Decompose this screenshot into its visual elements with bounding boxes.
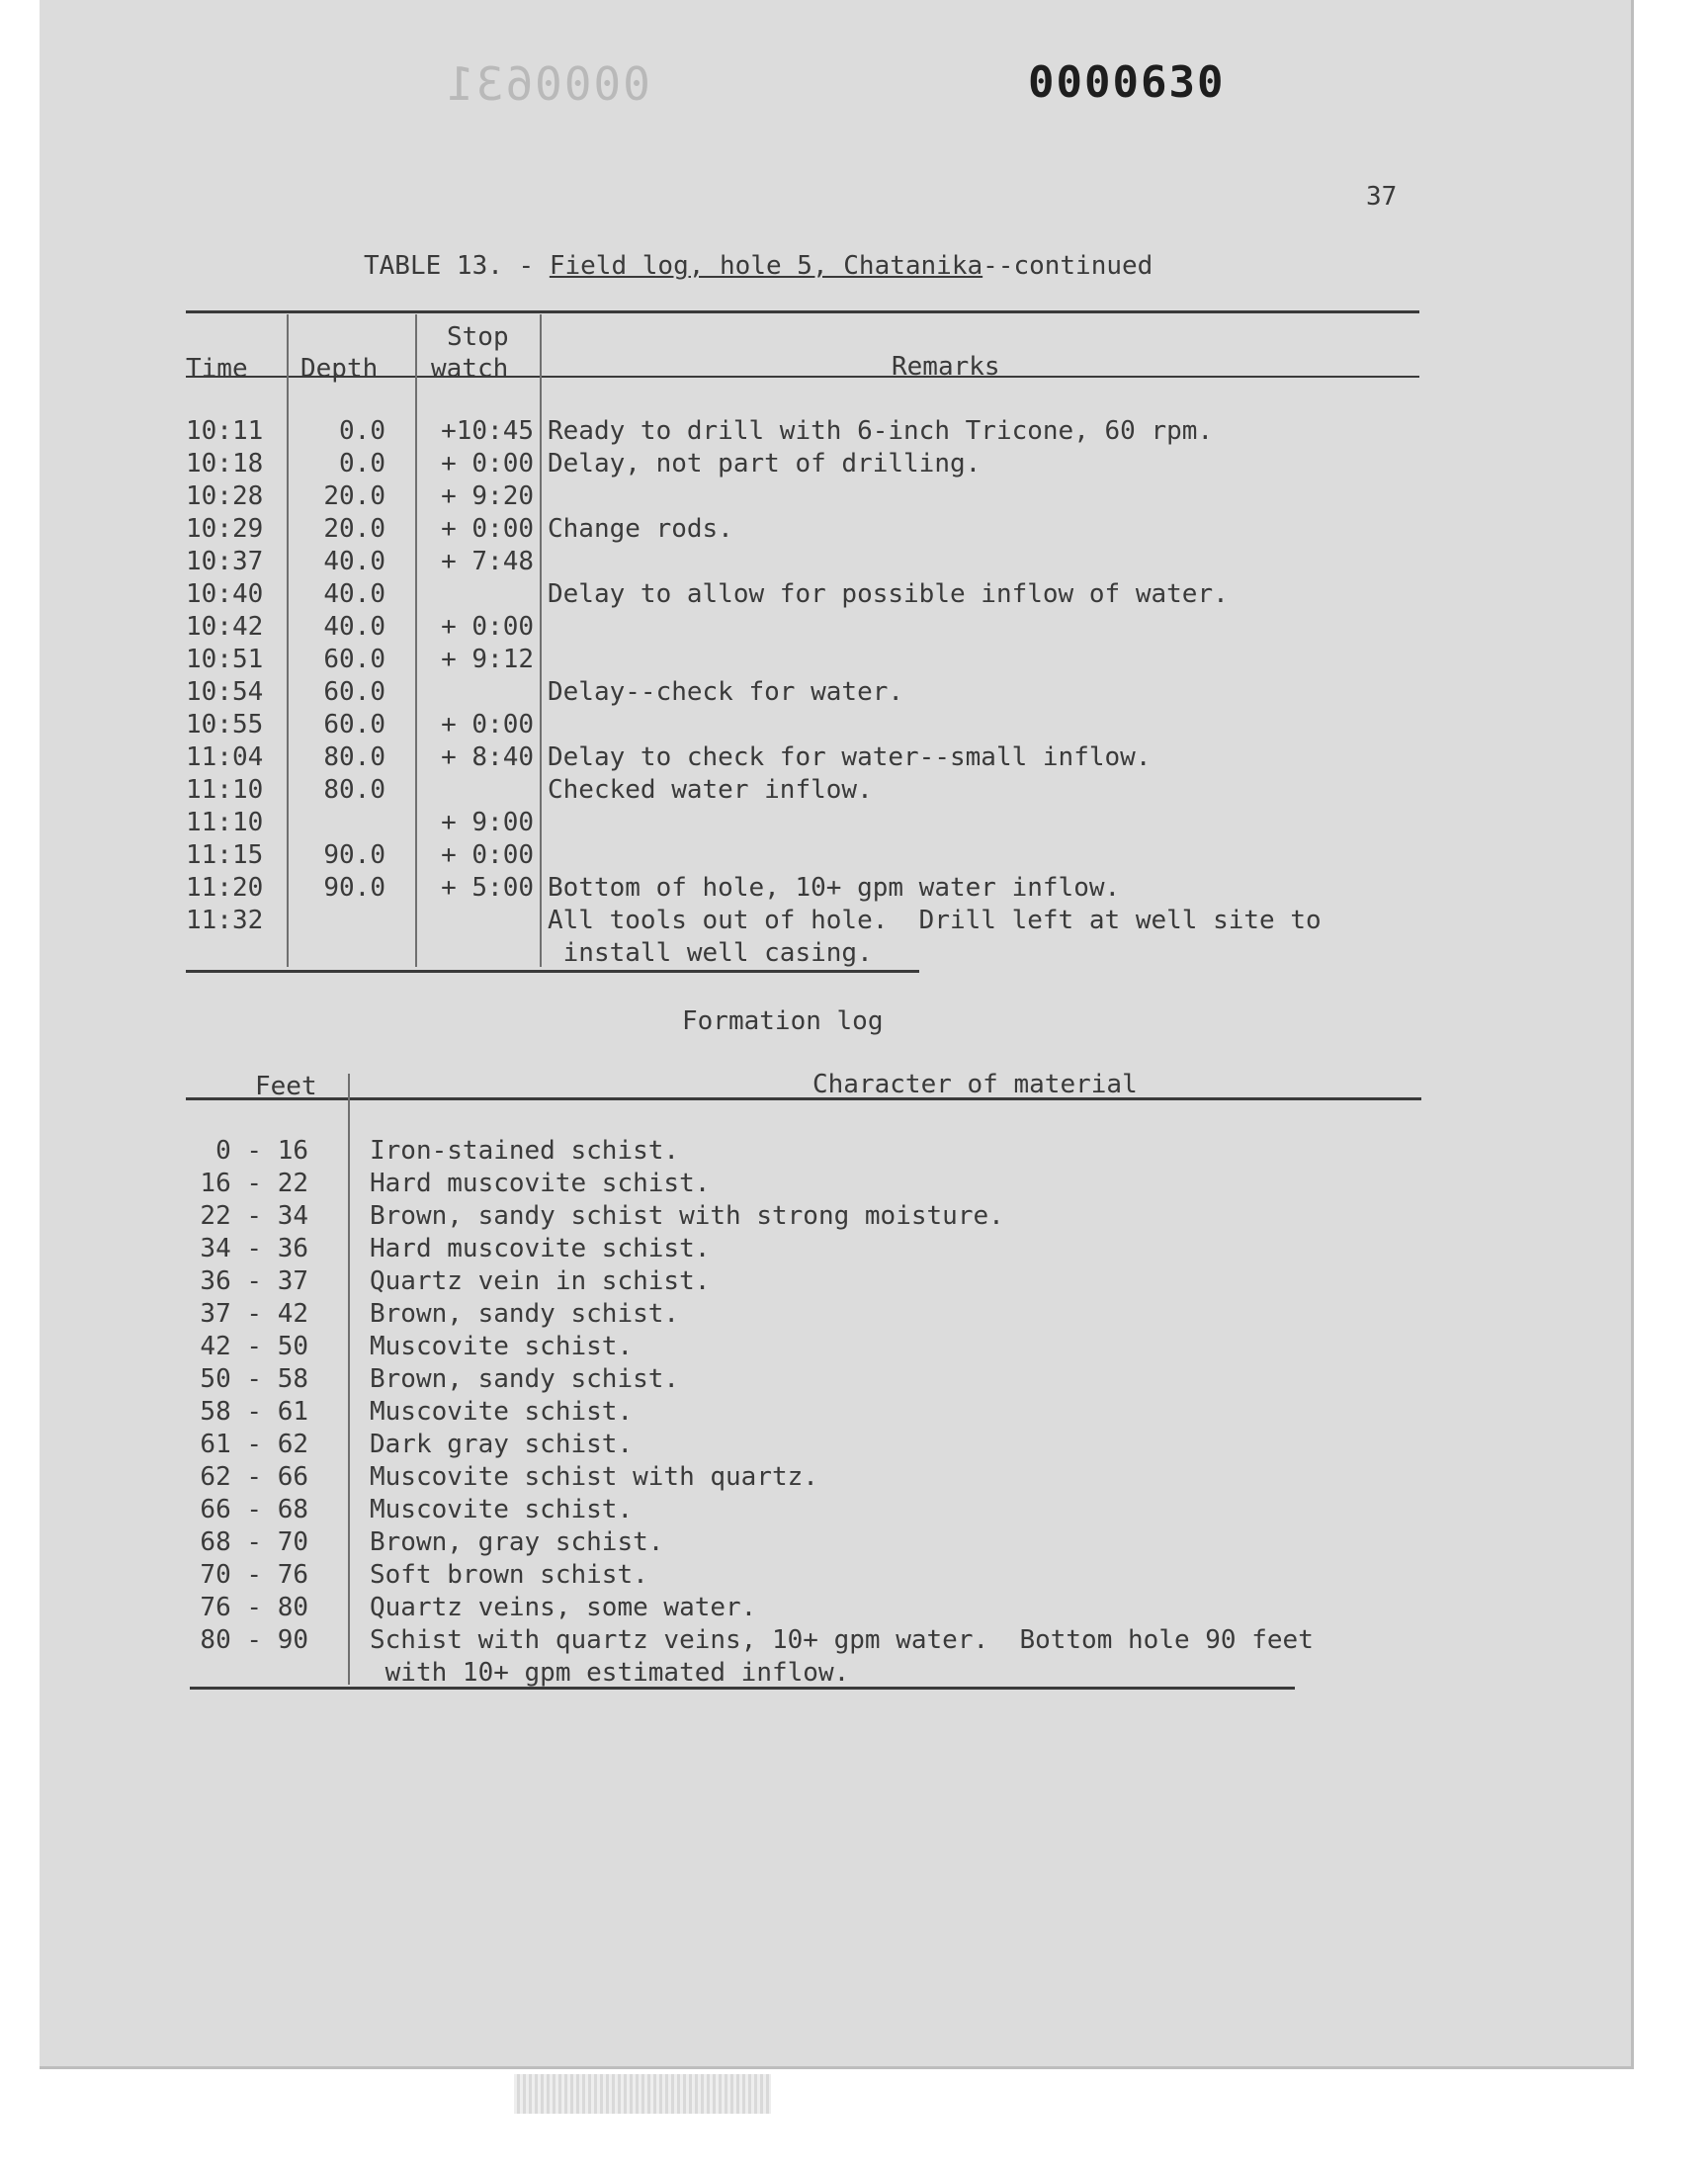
cell-character: Brown, sandy schist. xyxy=(370,1299,680,1329)
cell-remarks: Ready to drill with 6-inch Tricone, 60 rpm. xyxy=(548,416,1214,446)
cell-character: Hard muscovite schist. xyxy=(370,1234,711,1263)
header-character: Character of material xyxy=(812,1070,1138,1099)
cell-character: Quartz veins, some water. xyxy=(370,1593,757,1622)
cell-depth: 80.0 xyxy=(323,742,385,772)
formation-log-title: Formation log xyxy=(682,1006,884,1036)
cell-character: Dark gray schist. xyxy=(370,1430,634,1459)
cell-stopwatch: + 0:00 xyxy=(441,840,534,870)
cell-depth: 20.0 xyxy=(323,514,385,544)
cell-time: 11:04 xyxy=(186,742,264,772)
cell-stopwatch: + 9:20 xyxy=(441,481,534,511)
formation-header-rule xyxy=(186,1097,1421,1100)
title-prefix: TABLE 13. - xyxy=(364,251,550,281)
cell-remarks: Delay to check for water--small inflow. xyxy=(548,742,1152,772)
document-number-stamp: 0000630 xyxy=(1028,57,1226,108)
cell-stopwatch: +10:45 xyxy=(441,416,534,446)
cell-remarks: Delay, not part of drilling. xyxy=(548,449,982,478)
cell-character: Muscovite schist with quartz. xyxy=(370,1462,818,1492)
cell-stopwatch: + 9:12 xyxy=(441,645,534,674)
cell-time: 10:18 xyxy=(186,449,264,478)
cell-time: 10:28 xyxy=(186,481,264,511)
cell-remarks: All tools out of hole. Drill left at well site to xyxy=(548,906,1322,935)
cell-time: 10:37 xyxy=(186,547,264,576)
column-divider xyxy=(348,1074,350,1685)
cell-character: Muscovite schist. xyxy=(370,1332,634,1361)
cell-time: 10:51 xyxy=(186,645,264,674)
cell-feet: 50 - 58 xyxy=(200,1364,308,1394)
bleed-through-stamp: 0000631 xyxy=(445,57,650,111)
cell-depth: 40.0 xyxy=(323,579,385,609)
cell-feet: 58 - 61 xyxy=(200,1397,308,1427)
column-divider xyxy=(540,314,542,967)
cell-time: 11:32 xyxy=(186,906,264,935)
cell-time: 10:42 xyxy=(186,612,264,642)
cell-depth: 60.0 xyxy=(323,677,385,707)
cell-character: Soft brown schist. xyxy=(370,1560,648,1590)
cell-depth: 40.0 xyxy=(323,547,385,576)
title-underlined: Field log, hole 5, Chatanika xyxy=(549,251,983,281)
cell-remarks: Bottom of hole, 10+ gpm water inflow. xyxy=(548,873,1121,903)
cell-remarks: Checked water inflow. xyxy=(548,775,873,805)
cell-character: Hard muscovite schist. xyxy=(370,1169,711,1198)
cell-remarks: Change rods. xyxy=(548,514,733,544)
title-suffix: --continued xyxy=(982,251,1153,281)
table-bottom-rule xyxy=(186,970,919,973)
cell-stopwatch: + 0:00 xyxy=(441,514,534,544)
cell-stopwatch: + 7:48 xyxy=(441,547,534,576)
cell-depth: 90.0 xyxy=(323,873,385,903)
cell-feet: 16 - 22 xyxy=(200,1169,308,1198)
header-remarks: Remarks xyxy=(892,352,1000,382)
table-top-rule xyxy=(186,310,1419,313)
cell-feet: 34 - 36 xyxy=(200,1234,308,1263)
cell-feet: 42 - 50 xyxy=(200,1332,308,1361)
cell-depth: 60.0 xyxy=(323,710,385,740)
cell-character: Quartz vein in schist. xyxy=(370,1266,711,1296)
cell-character: Brown, gray schist. xyxy=(370,1527,664,1557)
cell-stopwatch: + 0:00 xyxy=(441,449,534,478)
cell-character: with 10+ gpm estimated inflow. xyxy=(370,1658,850,1688)
header-stop-line2: watch xyxy=(431,354,509,384)
header-feet: Feet xyxy=(255,1072,317,1101)
cell-depth: 20.0 xyxy=(323,481,385,511)
cell-feet: 80 - 90 xyxy=(200,1625,308,1655)
cell-feet: 22 - 34 xyxy=(200,1201,308,1231)
cell-time: 11:10 xyxy=(186,775,264,805)
cell-stopwatch: + 8:40 xyxy=(441,742,534,772)
cell-depth: 90.0 xyxy=(323,840,385,870)
cell-stopwatch: + 0:00 xyxy=(441,612,534,642)
cell-time: 10:29 xyxy=(186,514,264,544)
cell-time: 10:40 xyxy=(186,579,264,609)
cell-depth: 40.0 xyxy=(323,612,385,642)
cell-depth: 60.0 xyxy=(323,645,385,674)
cell-character: Brown, sandy schist with strong moisture. xyxy=(370,1201,1004,1231)
cell-feet: 61 - 62 xyxy=(200,1430,308,1459)
header-stop-line1: Stop xyxy=(447,322,509,352)
cell-depth: 80.0 xyxy=(323,775,385,805)
cell-feet: 37 - 42 xyxy=(200,1299,308,1329)
cell-stopwatch: + 5:00 xyxy=(441,873,534,903)
cell-character: Iron-stained schist. xyxy=(370,1136,680,1166)
cell-stopwatch: + 9:00 xyxy=(441,808,534,837)
scanner-artifact xyxy=(514,2074,771,2114)
cell-feet: 0 - 16 xyxy=(215,1136,308,1166)
cell-feet: 66 - 68 xyxy=(200,1495,308,1524)
cell-time: 11:20 xyxy=(186,873,264,903)
cell-stopwatch: + 0:00 xyxy=(441,710,534,740)
cell-time: 10:55 xyxy=(186,710,264,740)
cell-feet: 76 - 80 xyxy=(200,1593,308,1622)
cell-feet: 62 - 66 xyxy=(200,1462,308,1492)
cell-feet: 68 - 70 xyxy=(200,1527,308,1557)
cell-time: 11:15 xyxy=(186,840,264,870)
cell-character: Muscovite schist. xyxy=(370,1495,634,1524)
page-number: 37 xyxy=(1366,182,1398,212)
cell-character: Schist with quartz veins, 10+ gpm water. Bottom hole 90 feet xyxy=(370,1625,1314,1655)
cell-depth: 0.0 xyxy=(339,449,385,478)
header-depth: Depth xyxy=(300,354,379,384)
cell-remarks: install well casing. xyxy=(548,938,873,968)
cell-character: Brown, sandy schist. xyxy=(370,1364,680,1394)
cell-depth: 0.0 xyxy=(339,416,385,446)
cell-remarks: Delay--check for water. xyxy=(548,677,904,707)
cell-remarks: Delay to allow for possible inflow of water. xyxy=(548,579,1229,609)
cell-feet: 36 - 37 xyxy=(200,1266,308,1296)
cell-time: 10:11 xyxy=(186,416,264,446)
header-time: Time xyxy=(186,354,248,384)
cell-feet: 70 - 76 xyxy=(200,1560,308,1590)
table-title xyxy=(364,251,1153,281)
cell-character: Muscovite schist. xyxy=(370,1397,634,1427)
cell-time: 11:10 xyxy=(186,808,264,837)
cell-time: 10:54 xyxy=(186,677,264,707)
